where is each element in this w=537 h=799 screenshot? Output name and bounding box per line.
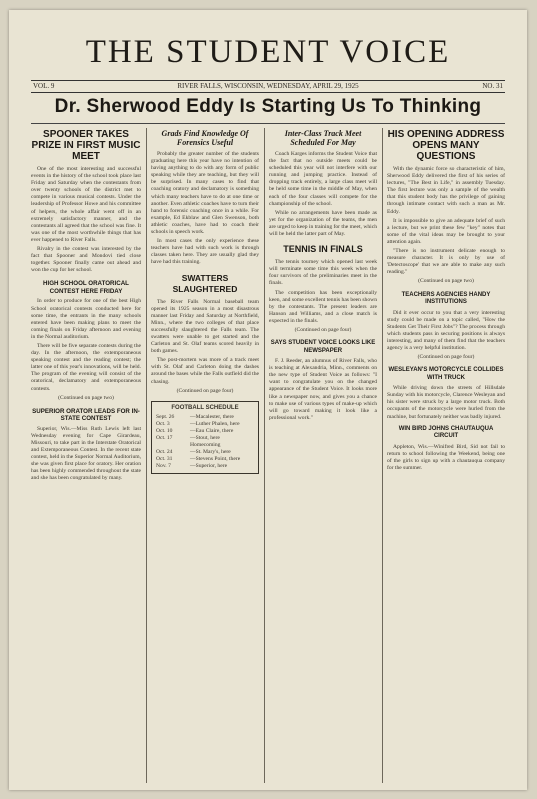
column-2 — [151, 128, 259, 474]
continued-note: (Continued on page four) — [176, 387, 234, 394]
dateline — [31, 80, 505, 93]
continued-note: (Continued on page four) — [294, 326, 352, 333]
schedule-game: —Superior, here — [190, 462, 228, 469]
article-title: Grads Find Knowledge Of Forensics Useful — [161, 129, 249, 147]
column-3 — [269, 128, 377, 424]
article-paragraph: The tennis tourney which opened last week will terminate some time this week when the four survivors of the preliminaries meet in the finals. — [269, 259, 377, 287]
schedule-row — [156, 421, 254, 428]
article-paragraph: The post-mortem was more of a track meet with St. Olaf and Carleton doing the dashes around the bases while the Falls outfield did the chasing. — [151, 357, 259, 385]
column-divider — [382, 128, 383, 783]
article-title: TEACHERS AGENCIES HANDY INSTITUTIONS — [401, 291, 491, 305]
schedule-row — [156, 456, 254, 463]
schedule-game: Homecoming — [190, 441, 221, 448]
column-1 — [31, 128, 141, 484]
schedule-date: Sept. 26 — [156, 413, 175, 420]
article-title: WESLEYAN'S MOTORCYCLE COLLIDES WITH TRUCK — [388, 367, 504, 381]
continued-note: (Continued on page two) — [58, 394, 114, 401]
schedule-date: Oct. 3 — [156, 420, 170, 427]
article-title: HIGH SCHOOL ORATORICAL CONTEST HERE FRIDAY — [43, 280, 129, 295]
article-paragraph: F. J. Reeder, an alumnus of River Falls, who is teaching at Alexandria, Minn., comments on the new type of Student Voice as follows: "I want to congratulate you on the changed appearance of the Student Voice. It looks more like a newspaper now, and gives you a chance to make use of various types of make-up which will go toward making it look like a professional work." — [269, 358, 377, 421]
article-title: HIS OPENING ADDRESS OPENS MANY QUESTIONS — [387, 129, 505, 162]
schedule-row — [156, 449, 254, 456]
schedule-game: —Stevens Point, there — [190, 455, 241, 462]
volume-number: VOL. 9 — [33, 82, 55, 90]
schedule-date: Oct. 24 — [156, 448, 173, 455]
article-paragraph: In order to produce for one of the best High School oratorical contests conducted here for some time, the entrants in the many schools entered have been making plans to meet the coming finals on Friday afternoon and evening in the Normal auditorium. — [31, 298, 141, 340]
schedule-game: —Eau Claire, there — [190, 427, 234, 434]
place-date: RIVER FALLS, WISCONSIN, WEDNESDAY, APRIL 29, 1925 — [177, 82, 359, 90]
article-paragraph: "There is no instrument delicate enough to measure character. It is only by use of 'Detectoscope' that we are able to make any such reading." — [387, 248, 505, 276]
headline-rule — [31, 123, 505, 124]
newspaper-page — [9, 10, 527, 790]
article-paragraph: Rivalry in the contest was interested by the fact that Spooner and Mondovi tied close together. Spooner finally came out ahead and won the cup for her school. — [31, 246, 141, 274]
schedule-date: Oct. 17 — [156, 434, 173, 441]
article-paragraph: Did it ever occur to you that a very interesting study could be made on a topic called, "How the Students Get Their First Jobs"? The process through which students pass in securing positions is always interesting, and many of them find that the teachers agency is a very helpful institution. — [387, 309, 505, 351]
schedule-game: —Stout, here — [190, 434, 220, 441]
football-schedule — [151, 401, 259, 474]
article-paragraph: One of the most interesting and successful events in the history of the school took place last Friday and Saturday when the contestants from over twenty schools of the district met to compete in various musical contests. Under the leadership of Professor Howe and his committee of helpers, the whole affair went off in an extremely satisfactory manner, and the contestants all agreed that the school was fine. It was one of the most worthwhile things that has ever happened to River Falls. — [31, 166, 141, 243]
column-divider — [264, 128, 265, 783]
schedule-date: Oct. 10 — [156, 427, 173, 434]
article-title: TENNIS IN FINALS — [283, 244, 363, 255]
column-divider — [146, 128, 147, 783]
article-title: Inter-Class Track Meet Scheduled For May — [284, 129, 362, 147]
schedule-title: FOOTBALL SCHEDULE — [171, 404, 239, 411]
article-paragraph: Superior, Wis.—Miss Ruth Lewis left last Wednesday evening for Cape Girardeau, Missouri, to take part in the Interstate Oratorical and Extemporaneous Contest. In the recent state contest, held in the Superior Normal Auditorium, she was given first place for oratory. Her oration has been highly commended throughout the state and she has been congratulated by many. — [31, 425, 141, 482]
article-title: SPOONER TAKES PRIZE IN FIRST MUSIC MEET — [31, 129, 141, 162]
article-title: SUPERIOR ORATOR LEADS FOR IN-STATE CONTEST — [32, 407, 140, 423]
article-paragraph: The competition has been exceptionally keen, and some excellent tennis has been shown by the contestants. The present leaders are Hanson and Williams, and a close match is expected in the finals. — [269, 289, 377, 324]
article-title: SWATTERS SLAUGHTERED — [172, 272, 238, 294]
schedule-date — [156, 442, 190, 449]
schedule-row — [156, 435, 254, 442]
article-paragraph: While no arrangements have been made as yet for the organization of the teams, the men are urged to keep in training for the meet, which will be held the latter part of May. — [269, 209, 378, 238]
schedule-game: —Macalester, there — [190, 413, 234, 420]
continued-note: (Continued on page four) — [417, 354, 475, 361]
article-paragraph: In most cases the only experience these teachers have had with such work is through classes taken here. They are usually glad they have had this training. — [151, 238, 259, 266]
article-title: WIN BIRD JOHNS CHAUTAUQUA CIRCUIT — [398, 425, 494, 440]
schedule-date: Nov. 7 — [156, 462, 171, 469]
article-paragraph: There will be five separate contests during the day. In the afternoon, the extemporaneous speaking contest and the reading contest; the latter one of this year's innovations, will be held. The program of the evening will consist of the oratorical, declamatory and extemporaneous contests. — [31, 342, 141, 392]
issue-number: NO. 31 — [482, 82, 503, 90]
article-paragraph: Appleton, Wis.—Winifred Bird, Sid not fail to return to school following the Weekend, being one of the girls to sign up with a chautauqua company for the summer. — [387, 443, 505, 471]
schedule-game: —St. Mary's, here — [190, 448, 231, 455]
schedule-row — [156, 414, 254, 421]
schedule-row — [156, 442, 254, 449]
article-paragraph: It is impossible to give an adequate brief of such a lecture, but we print these few "key" notes that some of the vital ideas may be brought to your attention again. — [387, 217, 505, 245]
column-4 — [387, 128, 505, 474]
schedule-date: Oct. 31 — [156, 455, 173, 462]
schedule-row — [156, 428, 254, 435]
article-paragraph: Probably the greater number of the students graduating here this year have no intention of having anything to do with any form of public speaking while they are teaching, but they will be surprised. In many cases to find that coaching oratory and declamatory is something which many teachers have to do at one time or another. Even athletic coaches have to turn their hand to forensic coaching once in a while. For example, Ed Ekblaw and Glen Swenson, both athletic coaches, have had to coach their schools in speech work. — [151, 151, 259, 236]
schedule-game: —Luther Phalen, here — [190, 420, 240, 427]
masthead: THE STUDENT VOICE — [85, 34, 451, 70]
article-paragraph: The River Falls Normal baseball team opened its 1925 season in a most disastrous manner last Friday and Saturday at Northfield, Minn., where the two colleges of that place successfully slaughtered the Falls team. The swatters were unable to get started and the Carleton and St. Olaf teams scored heavily in both games. — [151, 298, 259, 355]
article-paragraph: While driving down the streets of Hillsdale Sunday with his motorcycle, Clarence Wesleyan and his sister were struck by a large motor truck. Both occupants of the motorcycle were hurled from the machine, but fortunately neither was badly injured. — [387, 385, 505, 420]
continued-note: (Continued on page two) — [418, 278, 474, 285]
schedule-row — [156, 463, 254, 470]
main-headline: Dr. Sherwood Eddy Is Starting Us To Thinking — [54, 96, 482, 117]
article-title: SAYS STUDENT VOICE LOOKS LIKE NEWSPAPER — [270, 340, 376, 354]
article-paragraph: With the dynamic force so characteristic of him, Sherwood Eddy delivered the first of his series of lectures, "The Best in Life," in assembly Tuesday. The first lecture was only a sample of the wealth that this student body has the privilege of gaining through intimate contact with such a man as Mr. Eddy. — [387, 166, 505, 215]
article-paragraph: Coach Karges informs the Student Voice that the fact that no outside meets could be scheduled this year will not interfere with our running and jumping practice. Instead of dropping track entirely, a large class meet will be held some time in the middle of May, when each of the four classes will compete for the championship of the school. — [269, 151, 377, 207]
